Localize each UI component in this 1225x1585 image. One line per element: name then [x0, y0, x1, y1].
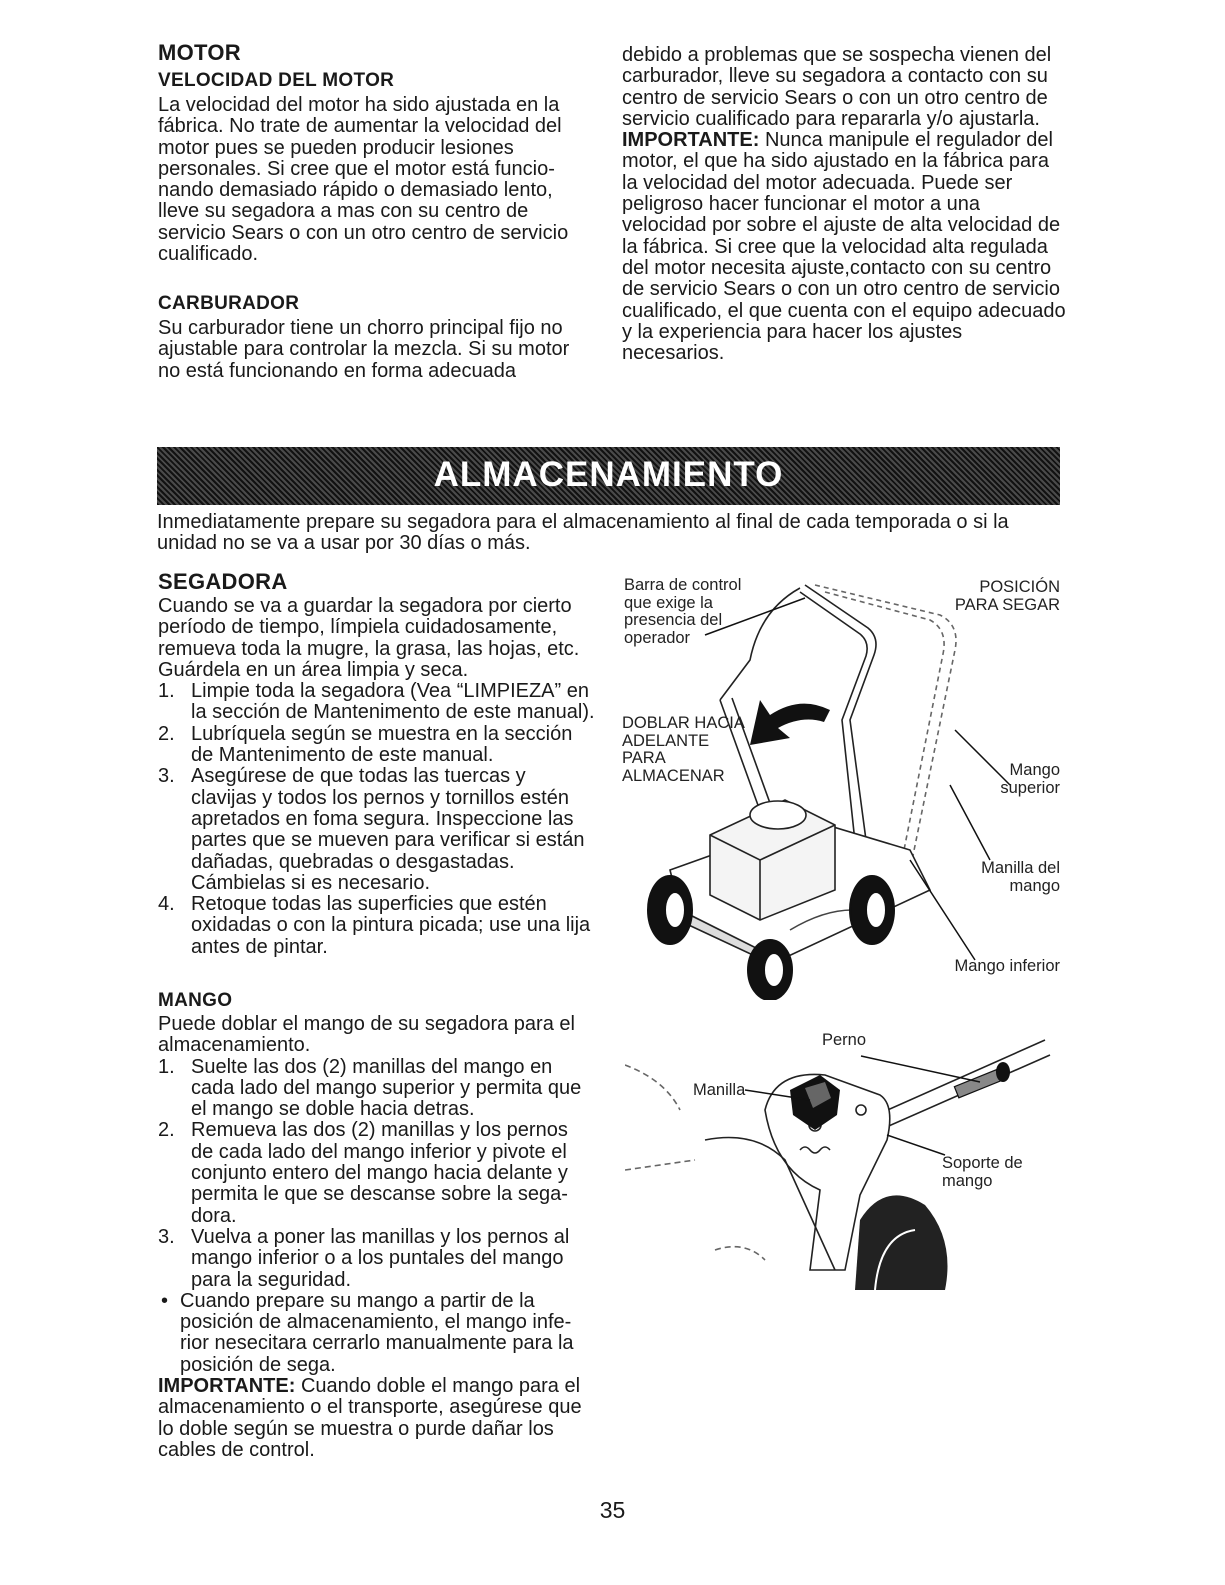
- storage-intro: Inmediatamente prepare su segadora para el almacenamiento al final de cada temporada o si la unidad no se va a usar por 30 días o más.: [157, 511, 1009, 555]
- list-item: 3. Asegúrese de que todas las tuercas y clavijas y todos los pernos y tornillos estén apretados en foma segura. Inspeccione las partes que se mueven para verificar si están dañadas, quebradas o desgastadas. Cámbielas si es necesario.: [158, 765, 585, 894]
- storage-title: ALMACENAMIENTO: [433, 455, 784, 494]
- mower-fold-figure: [610, 570, 1070, 1000]
- control-bar-label: Barra de control que exige la presencia del operador: [624, 576, 742, 647]
- mower-heading: SEGADORA: [158, 569, 288, 594]
- list-item: 2. Remueva las dos (2) manillas y los pernos de cada lado del mango inferior y pivote el conjunto entero del mango hacia delante y permita le que se descanse sobre la sega-dora.: [158, 1119, 568, 1227]
- important-text: Cuando doble el mango para el almacenamiento o el transporte, asegúrese que lo doble según se muestra o purde dañar los cables de control.: [158, 1375, 582, 1461]
- list-item: 2. Lubríquela según se muestra en la sección de Mantenimento de este manual.: [158, 722, 573, 767]
- page-number: 35: [599, 1497, 626, 1523]
- fold-forward-label: DOBLAR HACIA ADELANTE PARA ALMACENAR: [622, 714, 744, 785]
- storage-banner: [157, 447, 1060, 505]
- important-text: Nunca manipule el regulador del motor, el que ha sido ajustado en la fábrica para la velocidad del motor adecuada. Puede ser peligroso hacer funcionar el motor a una velocidad por sobre el ajuste de alta velocidad de la fábrica. Si cree que la velocidad alta regulada del motor necesita ajuste,contacto con su centro de servicio Sears o con un otro centro de servicio cualificado, el que cuenta con el equipo adecuado y la experiencia para hacer los ajustes necesarios.: [622, 129, 1066, 365]
- mower-steps: [158, 681, 596, 958]
- carburetor-continued: debido a problemas que se sospecha vienen del carburador, lleve su segadora a contacto con su centro de servicio Sears o con un otro centro de servicio cualificado para repararla y/o ajustarla.: [622, 44, 1052, 130]
- list-item: 1. Limpie toda la segadora (Vea “LIMPIEZA” en la sección de Mantenimento de este manual).: [158, 680, 595, 724]
- bolt-label: Perno: [822, 1031, 867, 1049]
- handle-steps: [158, 1057, 590, 1376]
- list-item: 3. Vuelva a poner las manillas y los pernos al mango inferior o a los puntales del mango para la seguridad.: [158, 1225, 570, 1291]
- important-label: IMPORTANTE:: [622, 129, 760, 152]
- upper-handle-label: Mango superior: [1000, 761, 1060, 797]
- engine-speed-text: La velocidad del motor ha sido ajustada en la fábrica. No trate de aumentar la velocidad del motor pues se pueden producir lesiones personales. Si cree que el motor está funcio-nando demasiado rápido o demasiado lento, lleve su segadora a mas con su centro de servicio Sears o con un otro centro de servicio cualificado.: [158, 94, 569, 266]
- motor-heading: MOTOR: [158, 40, 241, 65]
- list-item: • Cuando prepare su mango a partir de la posición de almacenamiento, el mango infe-rior nesecitara cerrarlo manualmente para la posición de sega.: [161, 1289, 574, 1376]
- handle-bracket-label: Soporte de mango: [942, 1154, 1023, 1190]
- knob-label: Manilla: [693, 1081, 746, 1099]
- handle-heading: MANGO: [158, 990, 233, 1011]
- lower-handle-label: Mango inferior: [954, 957, 1060, 975]
- mow-position-label: POSICIÓN PARA SEGAR: [954, 578, 1060, 614]
- engine-speed-heading: VELOCIDAD DEL MOTOR: [158, 70, 395, 91]
- handle-knob-label: Manilla del mango: [981, 859, 1060, 895]
- mower-section: [158, 596, 596, 958]
- carburetor-text: Su carburador tiene un chorro principal fijo no ajustable para controlar la mezcla. Si su motor no está funcionando en forma adecuada: [158, 317, 570, 382]
- handle-section: [158, 1014, 590, 1461]
- list-item: 1. Suelte las dos (2) manillas del mango en cada lado del mango superior y permita que el mango se doble hacia detras.: [158, 1055, 582, 1121]
- list-item: 4. Retoque todas las superficies que estén oxidadas o con la pintura picada; use una lija antes de pintar.: [158, 893, 591, 958]
- carburetor-continued-text: [622, 45, 1067, 364]
- handle-important: [158, 1376, 590, 1461]
- handle-intro: Puede doblar el mango de su segadora para el almacenamiento.: [158, 1013, 575, 1057]
- handle-bracket-figure: [625, 1020, 1065, 1290]
- mower-intro: Cuando se va a guardar la segadora por cierto período de tiempo, límpiela cuidadosamente, remueva toda la mugre, la grasa, las hojas, etc. Guárdela en un área limpia y seca.: [158, 595, 580, 681]
- carburetor-heading: CARBURADOR: [158, 293, 300, 314]
- important-label: IMPORTANTE:: [158, 1375, 296, 1398]
